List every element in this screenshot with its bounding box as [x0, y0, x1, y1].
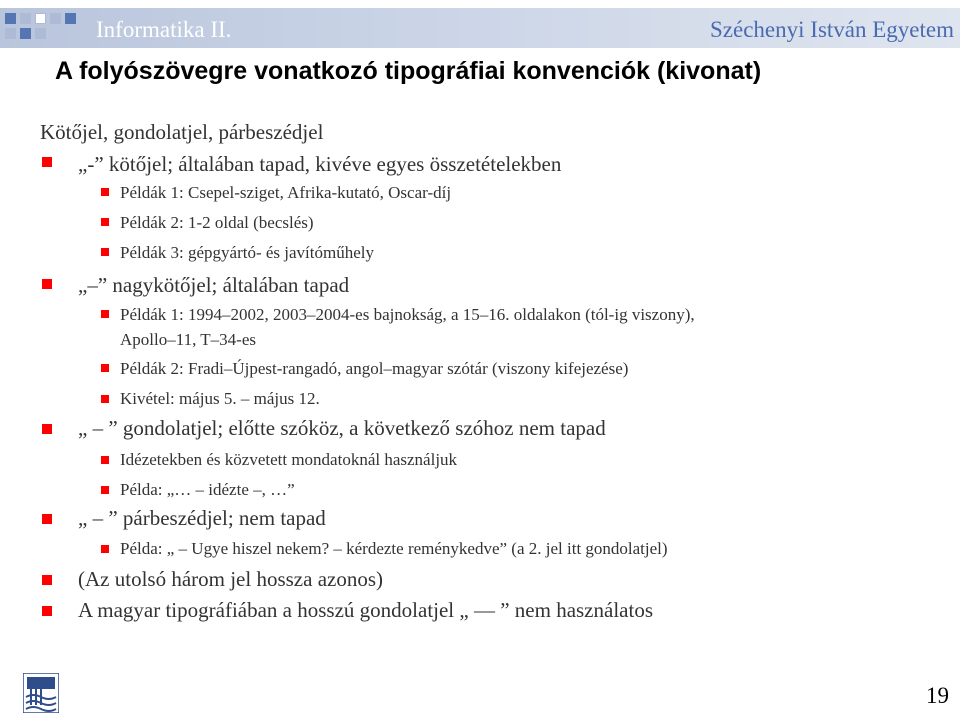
bullet-icon [42, 424, 52, 434]
list-item: Kivétel: május 5. – május 12. [120, 389, 320, 408]
list-item: Példák 2: 1-2 oldal (becslés) [120, 213, 314, 232]
university-logo-icon [23, 673, 59, 713]
list-item: Példa: „… – idézte –, …” [120, 480, 295, 499]
list-item-continuation: Apollo–11, T–34-es [120, 330, 256, 349]
list-item: „ – ” párbeszédjel; nem tapad [78, 506, 326, 530]
bullet-icon [42, 514, 52, 524]
list-item: Példák 3: gépgyártó- és javítóműhely [120, 243, 374, 262]
bullet-icon [101, 364, 109, 372]
list-item: Példák 2: Fradi–Újpest-rangadó, angol–magyar szótár (viszony kifejezése) [120, 359, 629, 378]
list-item: Idézetekben és közvetett mondatoknál használjuk [120, 450, 458, 469]
bullet-icon [42, 606, 52, 616]
bullet-icon [101, 188, 109, 196]
list-item: Példa: „ – Ugye hiszel nekem? – kérdezte reménykedve” (a 2. jel itt gondolatjel) [120, 539, 668, 558]
bullet-icon [101, 456, 109, 464]
bullet-icon [101, 248, 109, 256]
list-item: (Az utolsó három jel hossza azonos) [78, 567, 384, 591]
header-university-name: Széchenyi István Egyetem [710, 17, 954, 42]
list-item: Példák 1: Csepel-sziget, Afrika-kutató, Oscar-díj [120, 183, 452, 202]
list-item: „-” kötőjel; általában tapad, kivéve egyes összetételekben [78, 152, 562, 176]
list-item: „–” nagykötőjel; általában tapad [78, 273, 350, 297]
bullet-icon [101, 310, 109, 318]
intro-line: Kötőjel, gondolatjel, párbeszédjel [40, 120, 324, 144]
bullet-icon [42, 279, 52, 289]
bullet-icon [101, 218, 109, 226]
bullet-icon [42, 575, 52, 585]
list-item: A magyar tipográfiában a hosszú gondolatjel „ — ” nem használatos [78, 598, 653, 622]
page-number: 19 [926, 683, 949, 708]
bullet-icon [101, 486, 109, 494]
slide-title: A folyószövegre vonatkozó tipográfiai konvenciók (kivonat) [55, 57, 762, 85]
bullet-icon [101, 395, 109, 403]
bullet-icon [42, 157, 52, 167]
list-item: Példák 1: 1994–2002, 2003–2004-es bajnokság, a 15–16. oldalakon (tól-ig viszony), [120, 305, 695, 324]
list-item: „ – ” gondolatjel; előtte szóköz, a következő szóhoz nem tapad [78, 416, 606, 440]
bullet-icon [101, 545, 109, 553]
header-course-title: Informatika II. [96, 17, 232, 42]
